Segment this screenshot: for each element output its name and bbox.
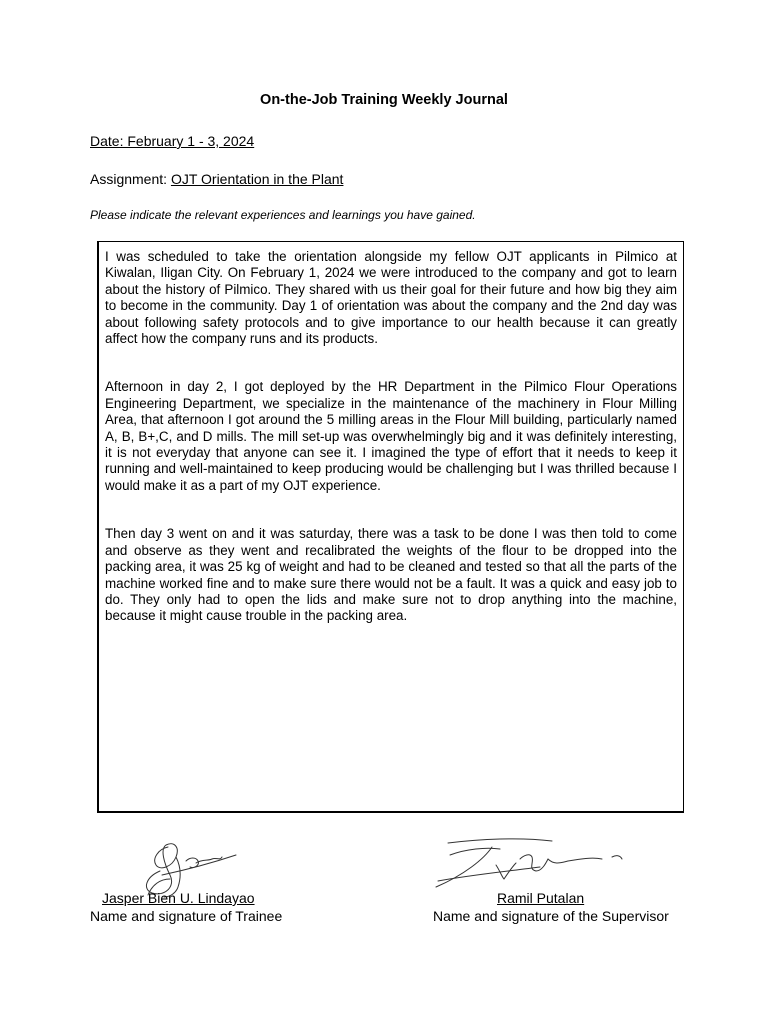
trainee-caption: Name and signature of Trainee <box>90 908 283 924</box>
date-line: Date: February 1 - 3, 2024 <box>90 133 255 149</box>
supervisor-caption: Name and signature of the Supervisor <box>433 908 669 924</box>
page-title: On-the-Job Training Weekly Journal <box>260 92 508 108</box>
journal-entry-box <box>97 241 684 813</box>
trainee-signature-block <box>90 835 300 927</box>
supervisor-signature-block <box>430 835 680 927</box>
journal-paragraph-2: Afternoon in day 2, I got deployed by the HR Department in the Pilmico Flour Operations Engineering Department, we specialize in the maintenance of the machinery in Flour Milling Area, that afternoon I got around the 5 milling areas in the Flour Mill building, particularly named A, B, B+,C, and D mills. The mill set-up was overwhelmingly big and it was definitely interesting, it is not everyday that anyone can see it. I imagined the type of effort that it needs to keep it running and well-maintained to keep producing would be challenging but I was thrilled because I would make it as a part of my OJT experience. <box>105 379 677 493</box>
journal-paragraph-3: Then day 3 went on and it was saturday, there was a task to be done I was then told to come and observe as they went and recalibrated the weights of the flour to be dropped into the packing area, it was 25 kg of weight and had to be cleaned and tested so that all the parts of the machine worked fine and to make sure there would not be a fault. It was a quick and easy job to do. They only had to open the lids and make sure not to drop anything into the machine, because it might cause trouble in the packing area. <box>105 526 677 624</box>
trainee-name: Jasper Bien U. Lindayao <box>102 890 255 906</box>
instruction-text: Please indicate the relevant experiences and learnings you have gained. <box>90 208 476 222</box>
assignment-value: OJT Orientation in the Plant <box>170 171 344 187</box>
assignment-line <box>90 171 343 187</box>
assignment-label: Assignment: <box>90 171 168 187</box>
supervisor-name: Ramil Putalan <box>497 890 585 906</box>
journal-paragraph-1: I was scheduled to take the orientation alongside my fellow OJT applicants in Pilmico at Kiwalan, Iligan City. On February 1, 2024 we were introduced to the company and got to learn about the history of Pilmico. They shared with us their goal for their future and how big they aim to become in the community. Day 1 of orientation was about the company and the 2nd day was about following safety protocols and to give importance to our health because it can greatly affect how the company runs and its products. <box>105 249 677 347</box>
